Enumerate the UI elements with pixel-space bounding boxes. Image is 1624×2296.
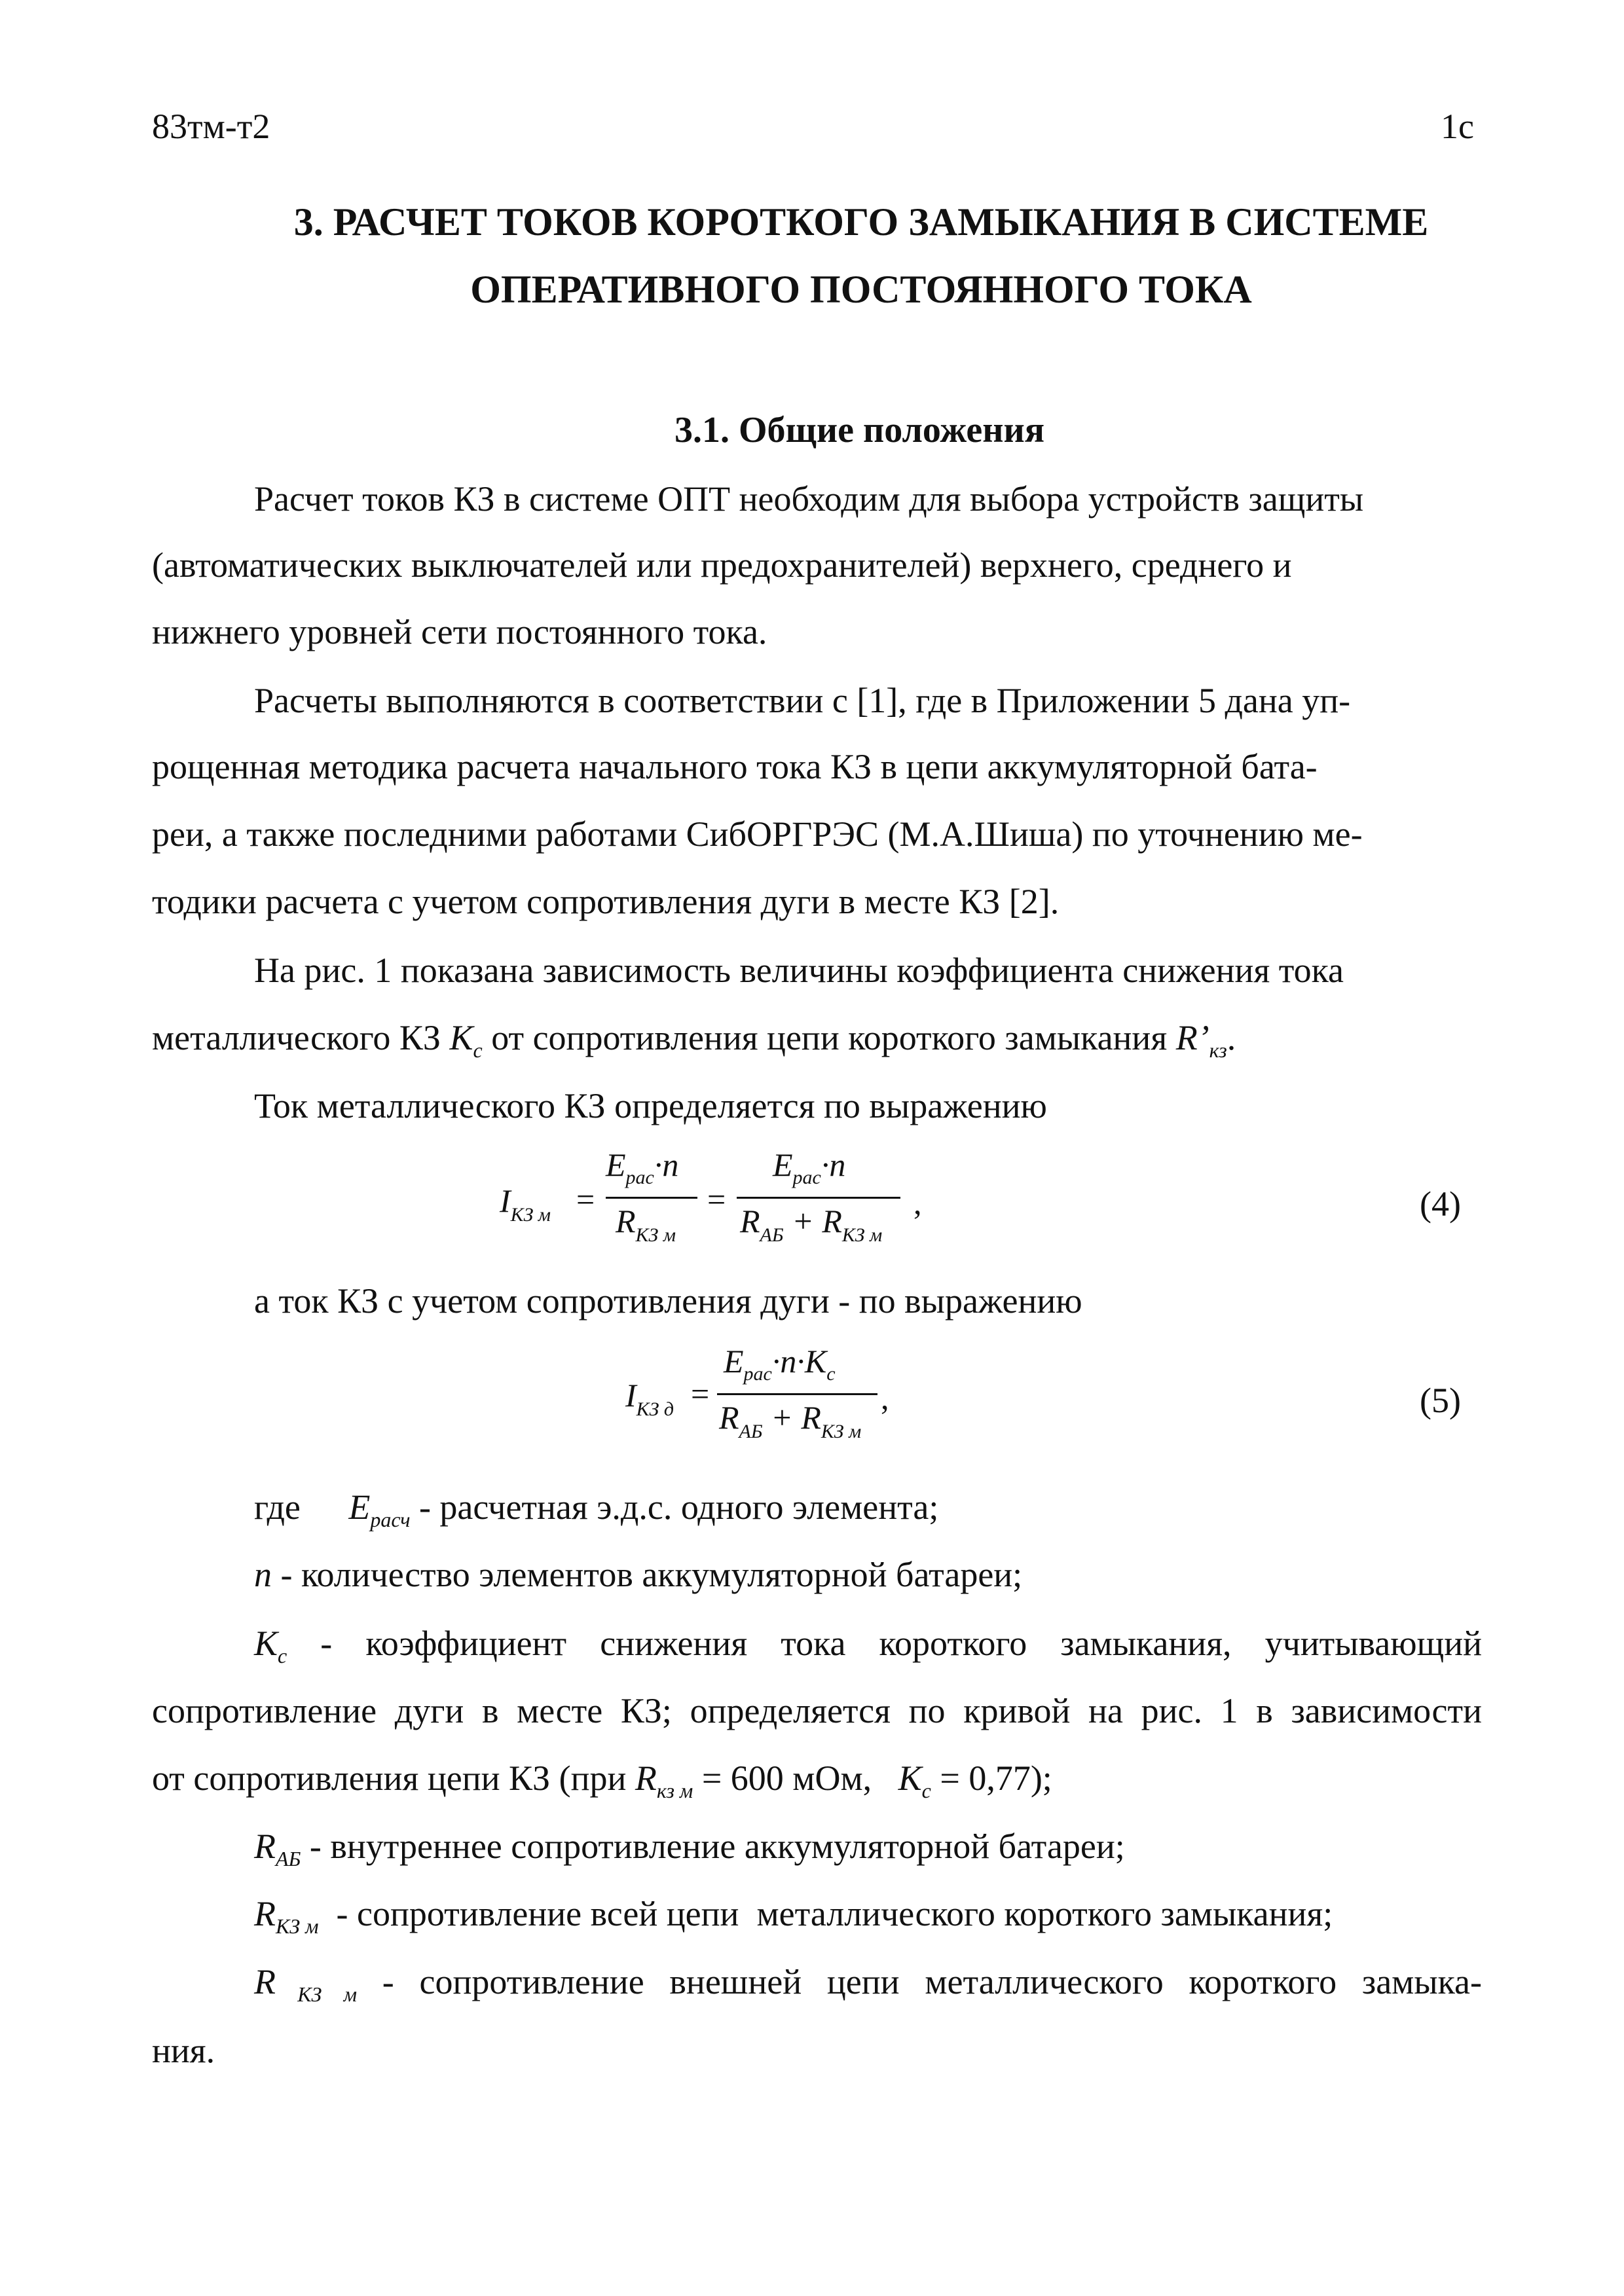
eq5-K-sub: с (826, 1363, 836, 1385)
subsection-title: 3.1. Общие положения (674, 410, 1045, 450)
def4-text: - внутреннее сопротивление аккумуляторной батареи; (301, 1827, 1125, 1866)
para2-line3: реи, а также последними работами СибОРГРЭС (М.А.Шиша) по уточнению ме- (152, 814, 1363, 854)
eq4-I: I (500, 1182, 511, 1219)
eq5-RAB-sub: АБ (739, 1421, 763, 1442)
para3-line1: На рис. 1 показана зависимость величины коэффициента снижения тока (254, 951, 1344, 990)
eq5-R: R (719, 1399, 739, 1436)
para2-line1: Расчеты выполняются в соответствии с [1], где в Приложении 5 дана уп- (254, 681, 1351, 720)
def-2 (254, 1557, 1022, 1592)
eq5-nK: ·n·K (771, 1343, 827, 1379)
def3-l3-k: K (898, 1758, 922, 1798)
def5-text: - сопротивление всей цепи металлического короткого замыкания; (318, 1894, 1333, 1933)
def3-l3b: = 600 мОм, (693, 1758, 898, 1798)
section-title-line2: ОПЕРАТИВНОГО ПОСТОЯННОГО ТОКА (470, 268, 1252, 311)
eq4-f2-n: ·n (821, 1146, 846, 1183)
def6-text: - сопротивление внешней цепи металлического короткого замыка- (357, 1962, 1483, 2001)
def3-l3-ksub: с (921, 1779, 931, 1802)
eq5-I: I (625, 1377, 637, 1413)
eq4-f2-E: E (773, 1146, 793, 1183)
def5-subscript: КЗ м (276, 1914, 319, 1938)
def6-line2: ния. (152, 2031, 215, 2070)
eq4-equals-1: = (576, 1181, 595, 1218)
r-prime-subscript: кз (1209, 1038, 1227, 1062)
def4-symbol: R (254, 1827, 276, 1866)
def4-subscript: АБ (276, 1847, 301, 1870)
eq5-comma: , (881, 1379, 889, 1416)
eq4-f2-RKZ-sub: КЗ м (841, 1224, 883, 1246)
para5-line: а ток КЗ с учетом сопротивления дуги - по выражению (254, 1281, 1082, 1321)
para3-text-a: металлического КЗ (152, 1018, 450, 1057)
def3-symbol: K (254, 1624, 278, 1663)
eq4-f1-E-sub: рас (625, 1167, 654, 1188)
def1-text: - расчетная э.д.с. одного элемента; (410, 1487, 939, 1527)
def3-subscript: с (278, 1644, 287, 1667)
eq5-number: (5) (1420, 1381, 1461, 1420)
def5-symbol: R (254, 1894, 276, 1933)
def2-text: - количество элементов аккумуляторной батареи; (272, 1555, 1023, 1594)
eq4-f1-E: E (606, 1146, 626, 1183)
para3-line2 (152, 1020, 1236, 1061)
def-5 (254, 1896, 1333, 1937)
para1-line2: (автоматических выключателей или предохранителей) верхнего, среднего и (152, 545, 1292, 585)
def-4 (254, 1829, 1125, 1869)
eq4-number: (4) (1420, 1184, 1461, 1224)
def-6 (254, 1964, 1482, 2005)
kc-subscript: с (473, 1038, 483, 1062)
def3-l3a: от сопротивления цепи КЗ (при (152, 1758, 635, 1798)
eq5-E-sub: рас (743, 1363, 772, 1385)
eq4-comma: , (913, 1184, 922, 1221)
eq4-f2-plusR: + R (792, 1203, 842, 1239)
eq5-fraction-bar (717, 1393, 877, 1395)
eq5-equals: = (691, 1376, 710, 1412)
r-prime-symbol: R’ (1175, 1018, 1209, 1057)
def3-line2: сопротивление дуги в месте КЗ; определяется по кривой на рис. 1 в зависимости (152, 1691, 1482, 1730)
para1-line3: нижнего уровней сети постоянного тока. (152, 612, 767, 651)
def6-subscript: КЗ м (276, 1982, 358, 2006)
def1-subscript: расч (370, 1508, 411, 1531)
eq5-plusR: + R (771, 1399, 821, 1436)
def3-line3 (152, 1760, 1052, 1801)
para1-line1: Расчет токов КЗ в системе ОПТ необходим для выбора устройств защиты (254, 479, 1364, 519)
def3-l3-rsub: кз м (656, 1779, 693, 1802)
document-code: 83тм-т2 (152, 107, 270, 146)
def1-symbol: E (348, 1487, 371, 1527)
para4-line: Ток металлического КЗ определяется по выражению (254, 1086, 1047, 1125)
para3-text-b: от сопротивления цепи короткого замыкания (482, 1018, 1176, 1057)
eq4-f1-R-sub: КЗ м (635, 1224, 676, 1246)
where-label: где (254, 1487, 301, 1527)
def2-symbol: n (254, 1555, 272, 1594)
def6-symbol: R (254, 1962, 276, 2001)
para2-line4: тодики расчета с учетом сопротивления дуги в месте КЗ [2]. (152, 882, 1060, 921)
eq4-f2-R: R (740, 1203, 760, 1239)
eq4-fraction-bar-1 (606, 1197, 697, 1199)
def-1 (254, 1489, 938, 1530)
para3-end: . (1227, 1018, 1236, 1057)
kc-symbol: K (449, 1018, 473, 1057)
eq4-fraction-bar-2 (737, 1197, 900, 1199)
eq4-I-sub: КЗ м (510, 1204, 551, 1226)
eq4-f2-RAB-sub: АБ (760, 1224, 784, 1246)
eq5-E: E (724, 1343, 744, 1379)
eq4-f2-E-sub: рас (792, 1167, 821, 1188)
def3-text: - коэффициент снижения тока короткого замыкания, учитывающий (287, 1624, 1482, 1663)
eq4-f1-n: ·n (654, 1146, 679, 1183)
para2-line2: рощенная методика расчета начального тока КЗ в цепи аккумуляторной бата- (152, 747, 1318, 786)
section-title-line1: 3. РАСЧЕТ ТОКОВ КОРОТКОГО ЗАМЫКАНИЯ В СИСТЕМЕ (293, 200, 1429, 244)
def-3 (254, 1626, 1482, 1666)
page-number: 1с (1441, 107, 1474, 146)
eq5-RKZ-sub: КЗ м (821, 1421, 862, 1442)
def3-l3-r: R (635, 1758, 657, 1798)
eq5-I-sub: КЗ д (636, 1398, 674, 1420)
eq4-f1-R: R (616, 1203, 636, 1239)
def3-l3c: = 0,77); (931, 1758, 1052, 1798)
eq4-equals-2: = (707, 1181, 726, 1218)
